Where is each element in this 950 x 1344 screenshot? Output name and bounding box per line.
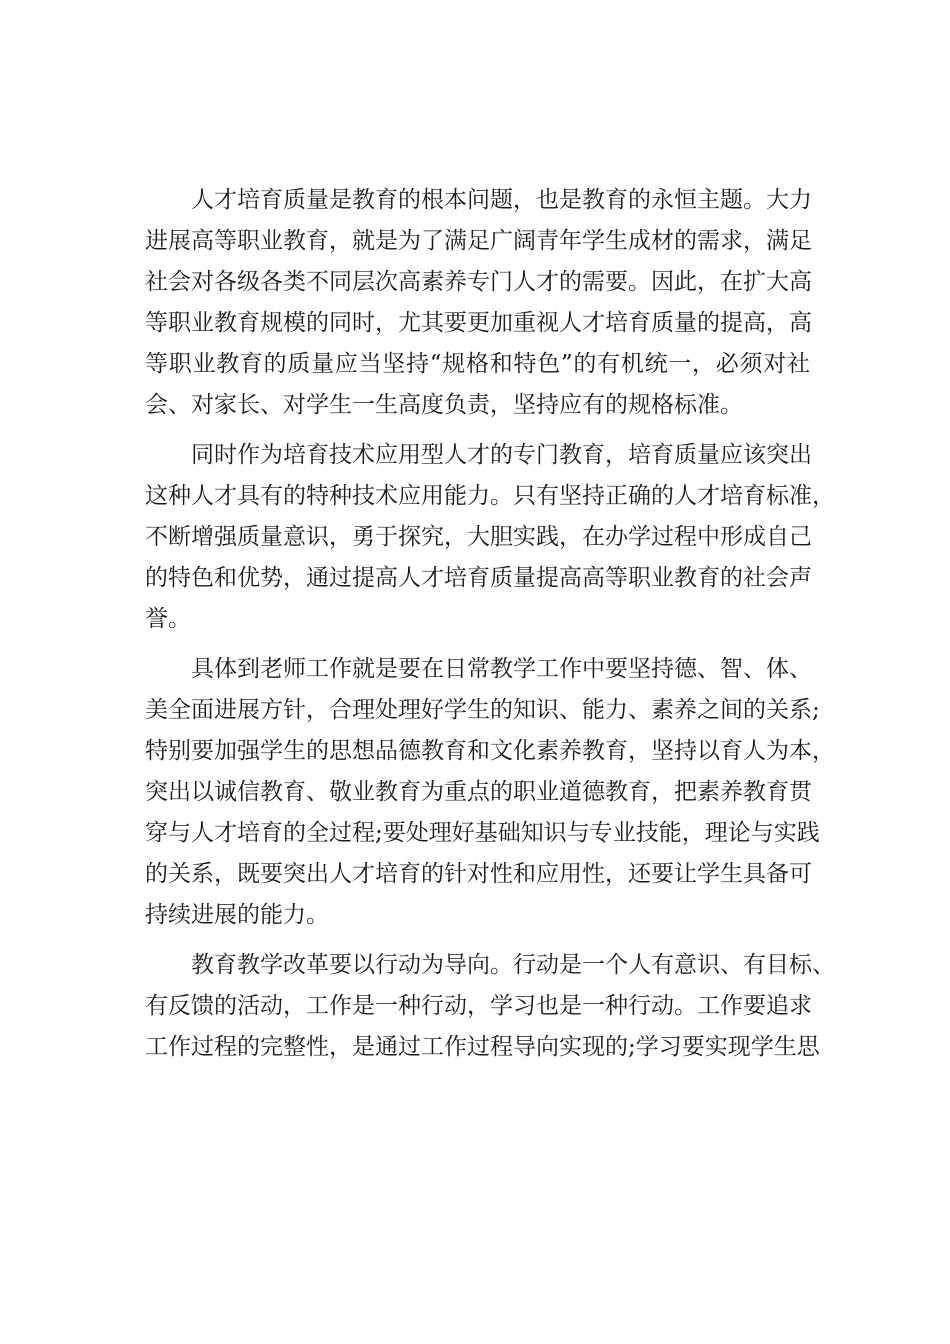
paragraph-line: 持续进展的能力。 <box>145 902 329 928</box>
paragraph-line: 会、对家长、对学生一生高度负责，坚持应有的规格标准。 <box>145 392 743 418</box>
paragraph-line: 不断增强质量意识，勇于探究，大胆实践，在办学过程中形成自己 <box>145 524 812 550</box>
paragraph-1 <box>145 180 810 426</box>
paragraph-line: 教育教学改革要以行动为导向。行动是一个人有意识、有目标、 <box>191 952 835 978</box>
paragraph-line: 特别要加强学生的思想品德教育和文化素养教育，坚持以育人为本， <box>145 738 835 764</box>
paragraph-line: 人才培育质量是教育的根本问题，也是教育的永恒主题。大力 <box>191 187 812 213</box>
paragraph-3 <box>145 649 835 936</box>
paragraph-line: 同时作为培育技术应用型人才的专门教育，培育质量应该突出 <box>191 442 812 468</box>
paragraph-line: 有反馈的活动，工作是一种行动，学习也是一种行动。工作要追求 <box>145 993 812 1019</box>
document-body <box>145 180 835 1068</box>
paragraph-line: 这种人才具有的特种技术应用能力。只有坚持正确的人才培育标准， <box>145 483 835 509</box>
paragraph-line: 突出以诚信教育、敬业教育为重点的职业道德教育，把素养教育贯 <box>145 779 812 805</box>
paragraph-line: 进展高等职业教育，就是为了满足广阔青年学生成材的需求，满足 <box>145 228 812 254</box>
paragraph-line: 社会对各级各类不同层次高素养专门人才的需要。因此，在扩大高 <box>145 269 812 295</box>
paragraph-4 <box>145 945 835 1068</box>
paragraph-line: 的特色和优势，通过提高人才培育质量提高高等职业教育的社会声 <box>145 565 812 591</box>
paragraph-line: 等职业教育的质量应当坚持“规格和特色”的有机统一，必须对社 <box>145 351 810 377</box>
paragraph-line: 穿与人才培育的全过程;要处理好基础知识与专业技能，理论与实践 <box>145 820 820 846</box>
paragraph-line: 的关系，既要突出人才培育的针对性和应用性，还要让学生具备可 <box>145 861 812 887</box>
paragraph-line: 美全面进展方针，合理处理好学生的知识、能力、素养之间的关系; <box>145 697 820 723</box>
paragraph-line: 工作过程的完整性，是通过工作过程导向实现的;学习要实现学生思 <box>145 1034 820 1060</box>
paragraph-line: 等职业教育规模的同时，尤其要更加重视人才培育质量的提高，高 <box>145 310 812 336</box>
paragraph-line: 具体到老师工作就是要在日常教学工作中要坚持德、智、体、 <box>191 656 812 682</box>
paragraph-line: 誉。 <box>145 606 191 632</box>
paragraph-2 <box>145 435 835 640</box>
